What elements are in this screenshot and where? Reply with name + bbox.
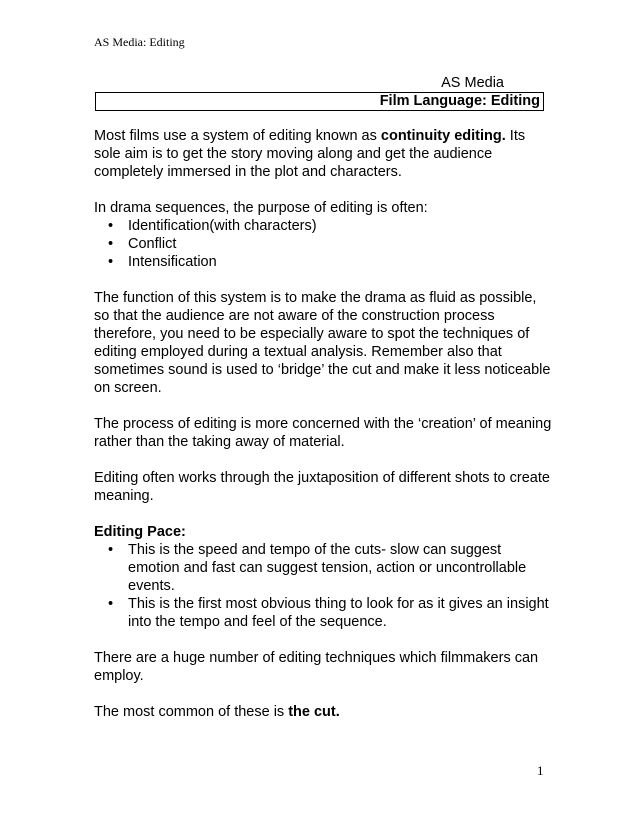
running-header: AS Media: Editing [94,35,185,49]
purpose-paragraph: In drama sequences, the purpose of editing is often: [94,200,428,216]
process-paragraph: The process of editing is more concerned with the ‘creation’ of meaning rather than the taking away of material. [94,416,552,450]
intro-paragraph [94,127,554,181]
editing-pace-heading: Editing Pace: [94,524,186,540]
function-paragraph: The function of this system is to make the drama as fluid as possible, so that the audience are not aware of the construction process therefore, you need to be especially aware to spot the techniques of editing employed during a textual analysis. Remember also that sometimes sound is used to ‘bridge’ the cut and make it less noticeable on screen. [94,290,551,396]
pace-list [94,541,554,631]
juxtaposition-paragraph: Editing often works through the juxtaposition of different shots to create meaning. [94,470,550,504]
document-title: Film Language: Editing [95,92,544,111]
list-item: • Intensification [128,253,554,271]
intro-text: Most films use a system of editing known as [94,128,381,144]
intro-text-continued: Its sole aim is to get the story moving along and get the audience completely immersed in the plot and characters. [94,128,526,180]
page-number: 1 [537,763,544,778]
document-body [94,127,554,739]
purpose-list [94,217,554,271]
list-item: • This is the speed and tempo of the cuts- slow can suggest emotion and fast can suggest tension, action or uncontrollable events. [128,541,554,595]
list-item: • Conflict [128,235,554,253]
title-block [95,75,544,111]
list-item: • This is the first most obvious thing to look for as it gives an insight into the tempo and feel of the sequence. [128,595,554,631]
cut-bold-term: the cut. [288,704,340,720]
subject-label: AS Media [441,75,504,91]
cut-text: The most common of these is [94,704,289,720]
intro-bold-term: continuity editing. [380,128,506,144]
list-item: • Identification(with characters) [128,217,554,235]
techniques-paragraph: There are a huge number of editing techniques which filmmakers can employ. [94,650,539,684]
cut-paragraph [94,703,554,721]
